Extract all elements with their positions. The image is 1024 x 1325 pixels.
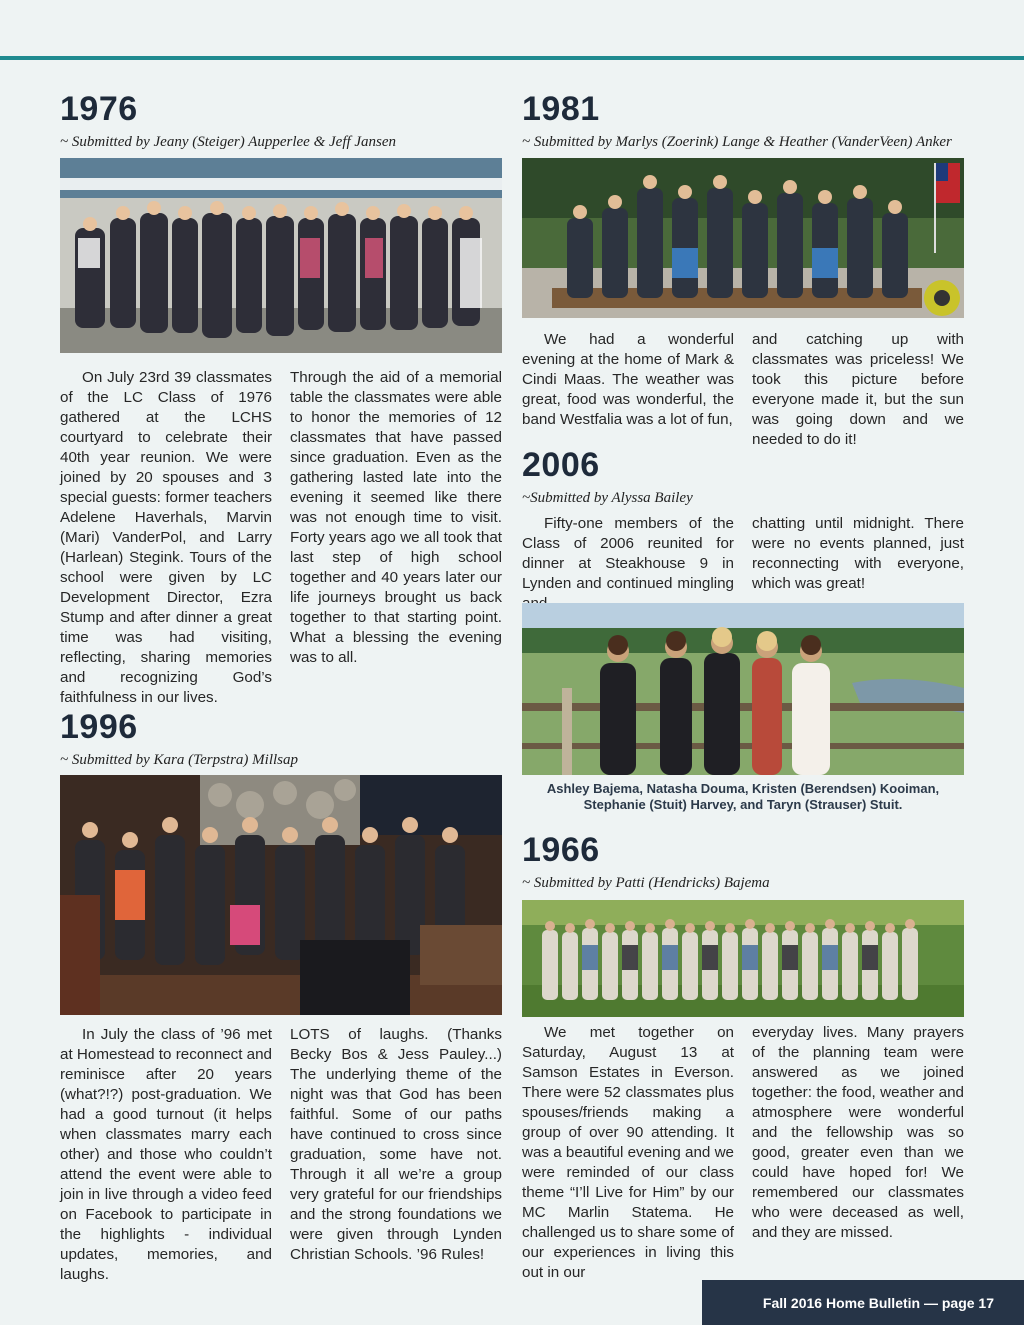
paragraph: We had a wonderful evening at the home of Mark & Cindi Maas. The weather was great, food was wonderful, the band Westfalia was a lot of fun, [522,331,734,428]
section-year: 2006 [522,446,600,484]
photo-class-1966 [522,900,964,1017]
section-year: 1966 [522,831,600,869]
photo-caption-2006 [522,781,964,813]
paragraph: and catching up with classmates was priceless! We took this picture before everyone made it, but the sun was going down and we needed to do it! [752,331,964,448]
section-1981 [522,92,952,151]
article-1976 [60,368,502,708]
paragraph: In July the class of ’96 met at Homestead to reconnect and reminisce after 20 years (what?!?) post-graduation. We had a good turnout (it helps when classmates marry each other) and those who couldn’t attend the event were able to join in live through a video feed on Facebook to participate in the highlights - individual updates, memories, and laughs. [60,1026,272,1283]
article-column-1 [522,1023,734,1283]
section-1976 [60,92,396,151]
paragraph: We met together on Saturday, August 13 at Samson Estates in Everson. There were 52 classmates plus spouses/friends making a group of over 90 attending. It was a beautiful evening and we were reminded of our class theme “I’ll Live for Him” by our MC Marlin Statema. He challenged us to share some of our experiences in living this out in our [522,1024,734,1281]
photo-class-1996 [60,775,502,1015]
section-byline: ~Submitted by Alyssa Bailey [522,490,693,506]
photo-class-2006 [522,603,964,775]
article-column-1 [60,368,272,708]
article-1966 [522,1023,964,1283]
article-column-2 [752,1023,964,1283]
article-column-2 [752,514,964,614]
section-byline: ~ Submitted by Jeany (Steiger) Aupperlee & Jeff Jansen [60,134,397,150]
section-year: 1976 [60,90,138,128]
page-footer [702,1280,1024,1325]
section-byline: ~ Submitted by Patti (Hendricks) Bajema [522,875,770,891]
article-column-2 [290,368,502,708]
article-2006 [522,514,964,614]
caption-line: Stephanie (Stuit) Harvey, and Taryn (Strauser) Stuit. [583,797,903,812]
section-byline: ~ Submitted by Kara (Terpstra) Millsap [60,752,298,768]
article-column-1 [522,514,734,614]
article-column-2 [290,1025,502,1285]
article-1981 [522,330,964,450]
paragraph: LOTS of laughs. (Thanks Becky Bos & Jess Pauley...) The underlying theme of the night was that God has been faithful. Some of our paths have continued to cross since graduation, some have not. Through it all we’re a group very grateful for our friendships and the strong foundations we were given through Lynden Christian Schools. ’96 Rules! [290,1026,502,1263]
photo-class-1981 [522,158,964,318]
section-2006 [522,448,693,507]
article-1996 [60,1025,502,1285]
paragraph: chatting until midnight. There were no events planned, just reconnecting with everyone, which was great! [752,515,964,592]
section-year: 1981 [522,90,600,128]
footer-text: Fall 2016 Home Bulletin — page 17 [762,1294,994,1311]
section-byline: ~ Submitted by Marlys (Zoerink) Lange & Heather (VanderVeen) Anker [522,134,952,150]
paragraph: Fifty-one members of the Class of 2006 reunited for dinner at Steakhouse 9 in Lynden and continued mingling [522,515,734,592]
paragraph: On July 23rd 39 classmates of the LC Class of 1976 gathered at the LCHS courtyard to celebrate their 40th year reunion. We were joined by 20 spouses and 3 special guests: former teachers Adelene Haverhals, Marvin (Mari) VanderPol, and Larry (Harlean) Stegink. Tours of the school were given by LC Development Director, Ezra Stump and after dinner a great time was had visiting, reflecting, sharing memories and recognizing God’s faithfulness in our lives. [60,369,272,706]
section-year: 1996 [60,708,138,746]
top-accent-rule [0,56,1024,60]
photo-class-1976 [60,158,502,353]
article-column-1 [522,330,734,450]
section-1996 [60,710,298,769]
caption-line: Ashley Bajema, Natasha Douma, Kristen (Berendsen) Kooiman, [546,781,940,796]
paragraph: Through the aid of a memorial table the classmates were able to honor the memories of 12 classmates that have passed since graduation. Even as the gathering lasted late into the evening it seemed like there was not enough time to visit. Forty years ago we all took that last step of high school together and 40 years later our life journeys brought us back together to that starting point. What a blessing the evening was to all. [290,369,502,666]
section-1966 [522,833,770,892]
paragraph: everyday lives. Many prayers of the planning team were answered as we joined together: the food, weather and atmosphere were wonderful and the fellowship was so good, greater even than we could have hoped for! We remembered our classmates who were deceased as well, and they are missed. [752,1024,964,1241]
article-column-1 [60,1025,272,1285]
article-column-2 [752,330,964,450]
